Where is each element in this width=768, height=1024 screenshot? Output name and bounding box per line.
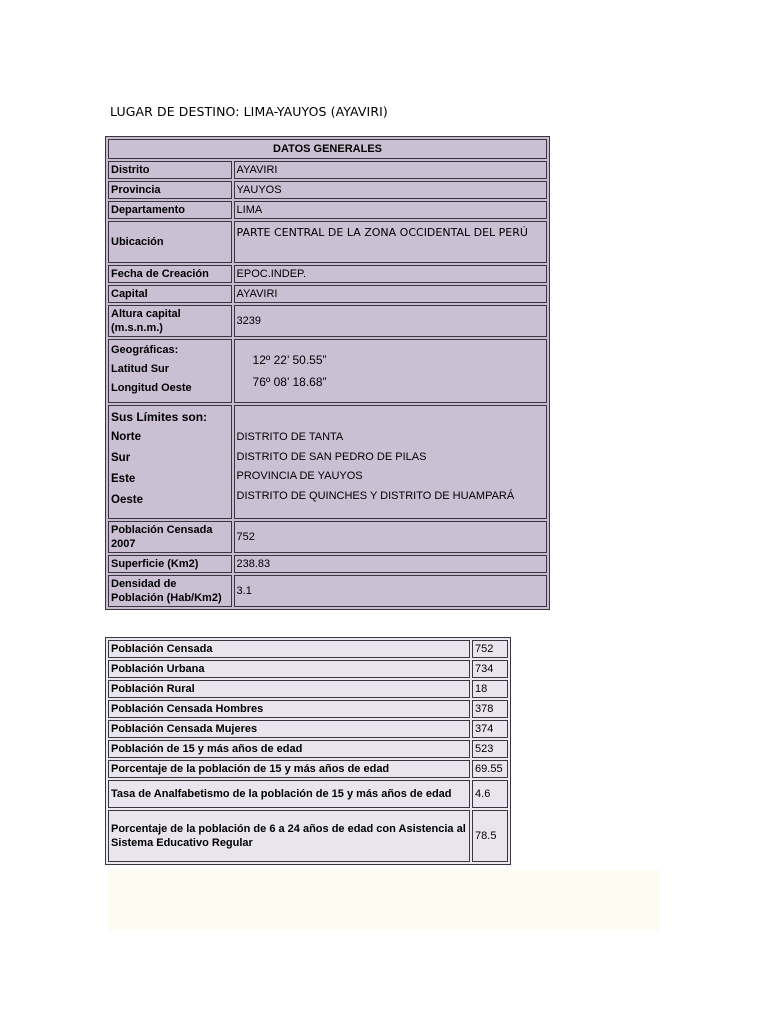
- lon-label: Longitud Oeste: [111, 382, 192, 394]
- row-label: Fecha de Creación: [108, 265, 232, 283]
- table-row: [108, 221, 547, 263]
- row-value: AYAVIRI: [234, 285, 547, 303]
- row-value: 4.6: [472, 780, 508, 808]
- row-value: AYAVIRI: [234, 161, 547, 179]
- table-row: [108, 700, 508, 718]
- row-label: Departamento: [108, 201, 232, 219]
- limit-value: DISTRITO DE SAN PEDRO DE PILAS: [236, 450, 427, 463]
- row-value: 238.83: [234, 555, 547, 573]
- table-row: [108, 760, 508, 778]
- table-row: [108, 555, 547, 573]
- table-row: [108, 780, 508, 808]
- row-label: Distrito: [108, 161, 232, 179]
- geo-row: [108, 339, 547, 403]
- row-value: 3.1: [234, 575, 547, 607]
- row-label: Provincia: [108, 181, 232, 199]
- row-label: Porcentaje de la población de 6 a 24 años de edad con Asistencia al Sistema Educativo Regular: [108, 810, 470, 862]
- row-value: 69.55: [472, 760, 508, 778]
- row-label: Población Censada 2007: [108, 521, 232, 553]
- row-label: Ubicación: [108, 221, 232, 263]
- table-row: [108, 201, 547, 219]
- limits-labels: [108, 405, 232, 519]
- row-value: 734: [472, 660, 508, 678]
- row-value: 374: [472, 720, 508, 738]
- row-value: 18: [472, 680, 508, 698]
- row-value: 3239: [234, 305, 547, 337]
- table-header-row: [108, 139, 547, 159]
- table-row: [108, 161, 547, 179]
- table-row: [108, 810, 508, 862]
- limits-row: [108, 405, 547, 519]
- row-label: Población Censada: [108, 640, 470, 658]
- limit-label: Norte: [111, 431, 142, 443]
- row-label: Densidad de Población (Hab/Km2): [108, 575, 232, 607]
- row-value: LIMA: [234, 201, 547, 219]
- table-row: [108, 640, 508, 658]
- limit-label: Sur: [111, 452, 131, 464]
- table-row: [108, 265, 547, 283]
- limit-value: DISTRITO DE QUINCHES Y DISTRITO DE HUAMPARÁ: [236, 489, 515, 502]
- row-value: 523: [472, 740, 508, 758]
- geo-values: [234, 339, 547, 403]
- table-row: [108, 521, 547, 553]
- table-title: DATOS GENERALES: [108, 139, 547, 159]
- table-row: [108, 305, 547, 337]
- limit-value: DISTRITO DE TANTA: [236, 431, 344, 443]
- row-value: PARTE CENTRAL DE LA ZONA OCCIDENTAL DEL PERÚ: [234, 221, 547, 263]
- row-label: Tasa de Analfabetismo de la población de 15 y más años de edad: [108, 780, 470, 808]
- row-value: 378: [472, 700, 508, 718]
- limits-title: Sus Límites son:: [111, 410, 208, 424]
- geo-labels: [108, 339, 232, 403]
- limits-values: [234, 405, 547, 519]
- limit-label: Oeste: [111, 494, 143, 506]
- geo-title: Geográficas:: [111, 344, 179, 356]
- limit-label: Este: [111, 473, 136, 485]
- row-value: 752: [234, 521, 547, 553]
- lat-value: 12º 22’ 50.55”: [252, 353, 327, 367]
- general-data-table: [105, 136, 550, 610]
- row-label: Porcentaje de la población de 15 y más años de edad: [108, 760, 470, 778]
- lon-value: 76º 08’ 18.68”: [252, 375, 327, 389]
- table-row: [108, 740, 508, 758]
- row-label: Superficie (Km2): [108, 555, 232, 573]
- table-row: [108, 181, 547, 199]
- row-label: Población Urbana: [108, 660, 470, 678]
- lat-label: Latitud Sur: [111, 363, 170, 375]
- empty-note-box: [108, 870, 660, 931]
- limit-value: PROVINCIA DE YAUYOS: [236, 470, 363, 482]
- table-row: [108, 660, 508, 678]
- row-value: YAUYOS: [234, 181, 547, 199]
- row-label: Capital: [108, 285, 232, 303]
- row-label: Población Censada Mujeres: [108, 720, 470, 738]
- table-row: [108, 575, 547, 607]
- table-row: [108, 285, 547, 303]
- table-row: [108, 720, 508, 738]
- row-label: Población Rural: [108, 680, 470, 698]
- page-heading: LUGAR DE DESTINO: LIMA-YAUYOS (AYAVIRI): [110, 104, 388, 119]
- row-label: Altura capital (m.s.n.m.): [108, 305, 232, 337]
- row-label: Población Censada Hombres: [108, 700, 470, 718]
- row-value: 752: [472, 640, 508, 658]
- row-value: 78.5: [472, 810, 508, 862]
- census-table: [105, 637, 511, 865]
- row-value: EPOC.INDEP.: [234, 265, 547, 283]
- table-row: [108, 680, 508, 698]
- row-label: Población de 15 y más años de edad: [108, 740, 470, 758]
